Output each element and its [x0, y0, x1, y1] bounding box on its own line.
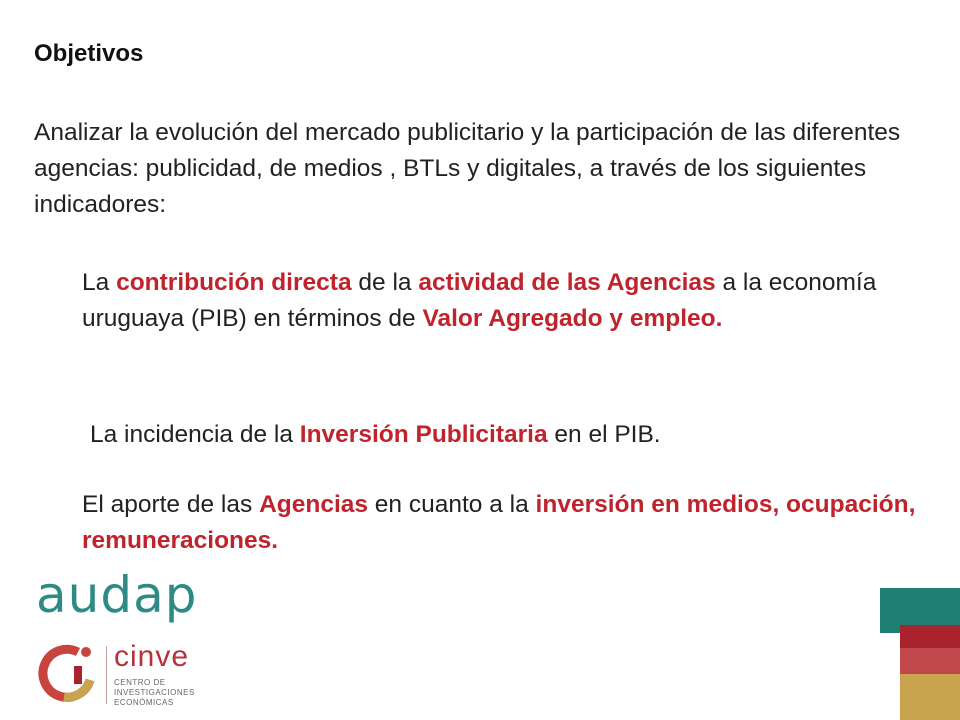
highlight: Agencias: [259, 491, 368, 518]
highlight: Inversión Publicitaria: [299, 421, 548, 448]
red-block: [900, 625, 960, 648]
divider: [106, 646, 107, 704]
audap-logo-text: audap: [36, 566, 198, 624]
text: de la: [351, 269, 419, 296]
decorative-blocks: [880, 588, 960, 720]
audap-logo: [36, 567, 196, 631]
text: a la economía uruguaya (PIB) en términos de: [82, 269, 877, 332]
text: La: [82, 269, 117, 296]
text: en cuanto a la: [368, 491, 536, 518]
text: El aporte de las: [82, 491, 260, 518]
intro-paragraph: Analizar la evolución del mercado publicitario y la participación de las diferentes agencias: publicidad, de medios , BTLs y digitales, a través de los siguientes indicadores:: [34, 119, 901, 218]
indicator-2: [90, 417, 930, 453]
coral-block: [900, 648, 960, 674]
text: La incidencia de la: [90, 421, 300, 448]
highlight: contribución directa: [116, 269, 352, 296]
indicator-3: [82, 487, 922, 559]
cinve-logo-subtitle: CENTRO DE INVESTIGACIONES ECONÓMICAS: [114, 678, 195, 707]
text: en el PIB.: [547, 421, 661, 448]
highlight: actividad de las Agencias: [418, 269, 716, 296]
cinve-logo: [34, 640, 234, 712]
indicator-1: [82, 265, 922, 337]
highlight: inversión en medios, ocupación, remuneraciones.: [82, 491, 916, 554]
page-title: Objetivos: [34, 40, 144, 67]
highlight: Valor Agregado y empleo.: [422, 305, 723, 332]
cinve-mark-icon: [34, 640, 100, 706]
cinve-logo-text: cinve: [114, 640, 190, 673]
gold-block: [900, 674, 960, 720]
